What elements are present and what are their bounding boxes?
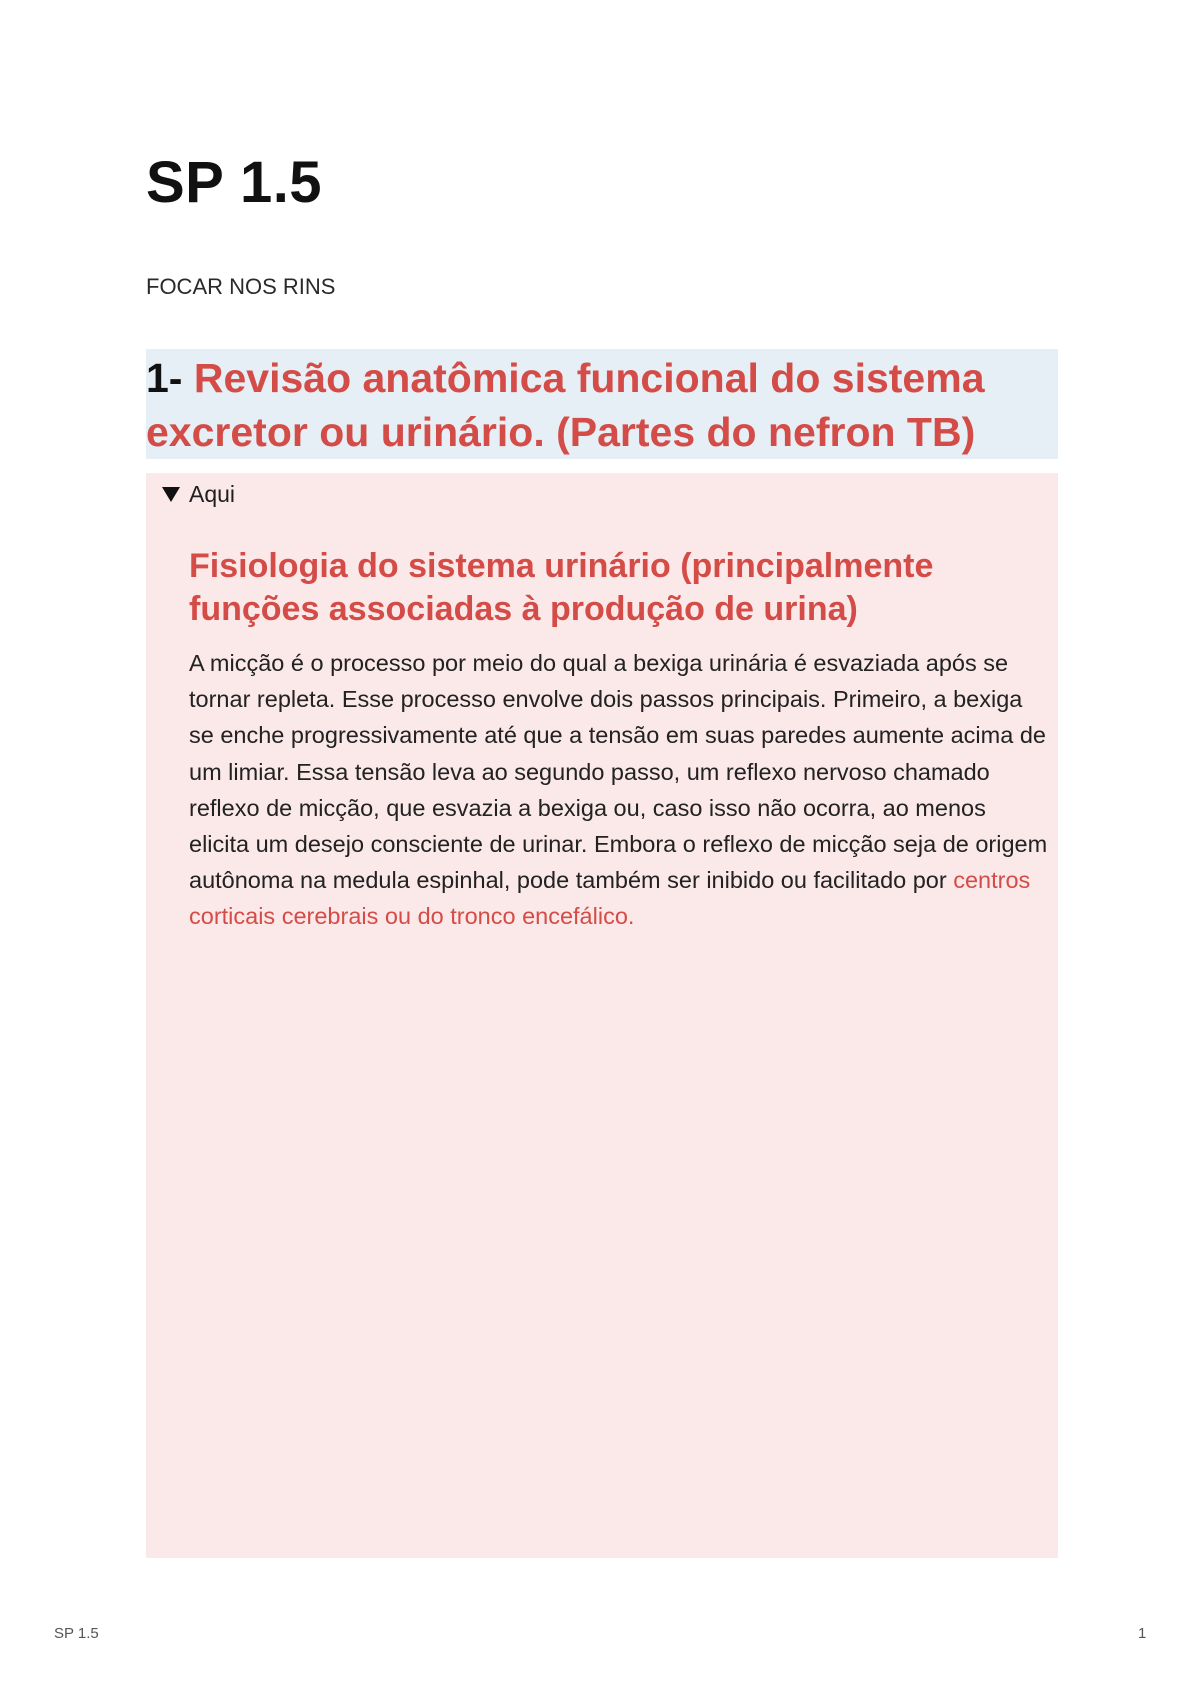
toggle-heading: Fisiologia do sistema urinário (principalmente funções associadas à produção de urina) (189, 547, 934, 628)
toggle-block (146, 473, 1058, 1558)
footer-page-number: 1 (1138, 1625, 1147, 1642)
page-subtitle: FOCAR NOS RINS (146, 274, 336, 299)
page-title: SP 1.5 (146, 150, 323, 215)
section-heading (146, 349, 1058, 459)
paragraph-text: A micção é o processo por meio do qual a bexiga urinária é esvaziada após se tornar repleta. Esse processo envolve dois passos principais. Primeiro, a bexiga se enche progressivamente até que a tensão em suas paredes aumente acima de um limiar. Essa tensão leva ao segundo passo, um reflexo nervoso chamado reflexo de micção, que esvazia a bexiga ou, caso isso não ocorra, ao menos elicita um desejo consciente de urinar. Embora o reflexo de micção seja de origem autônoma na medula espinhal, pode também ser inibido ou facilitado por (189, 650, 1048, 894)
toggle-label[interactable]: Aqui (189, 481, 236, 507)
triangle-down-icon[interactable] (162, 487, 180, 502)
toggle-header[interactable] (162, 479, 235, 509)
section-heading-text: Revisão anatômica funcional do sistema excretor ou urinário. (Partes do nefron TB) (146, 355, 985, 455)
toggle-paragraph (189, 645, 1051, 935)
section-number: 1- (146, 355, 194, 401)
footer-doc-name: SP 1.5 (54, 1625, 99, 1642)
paragraph-highlight: centros corticais cerebrais ou do tronco encefálico. (189, 867, 1031, 930)
